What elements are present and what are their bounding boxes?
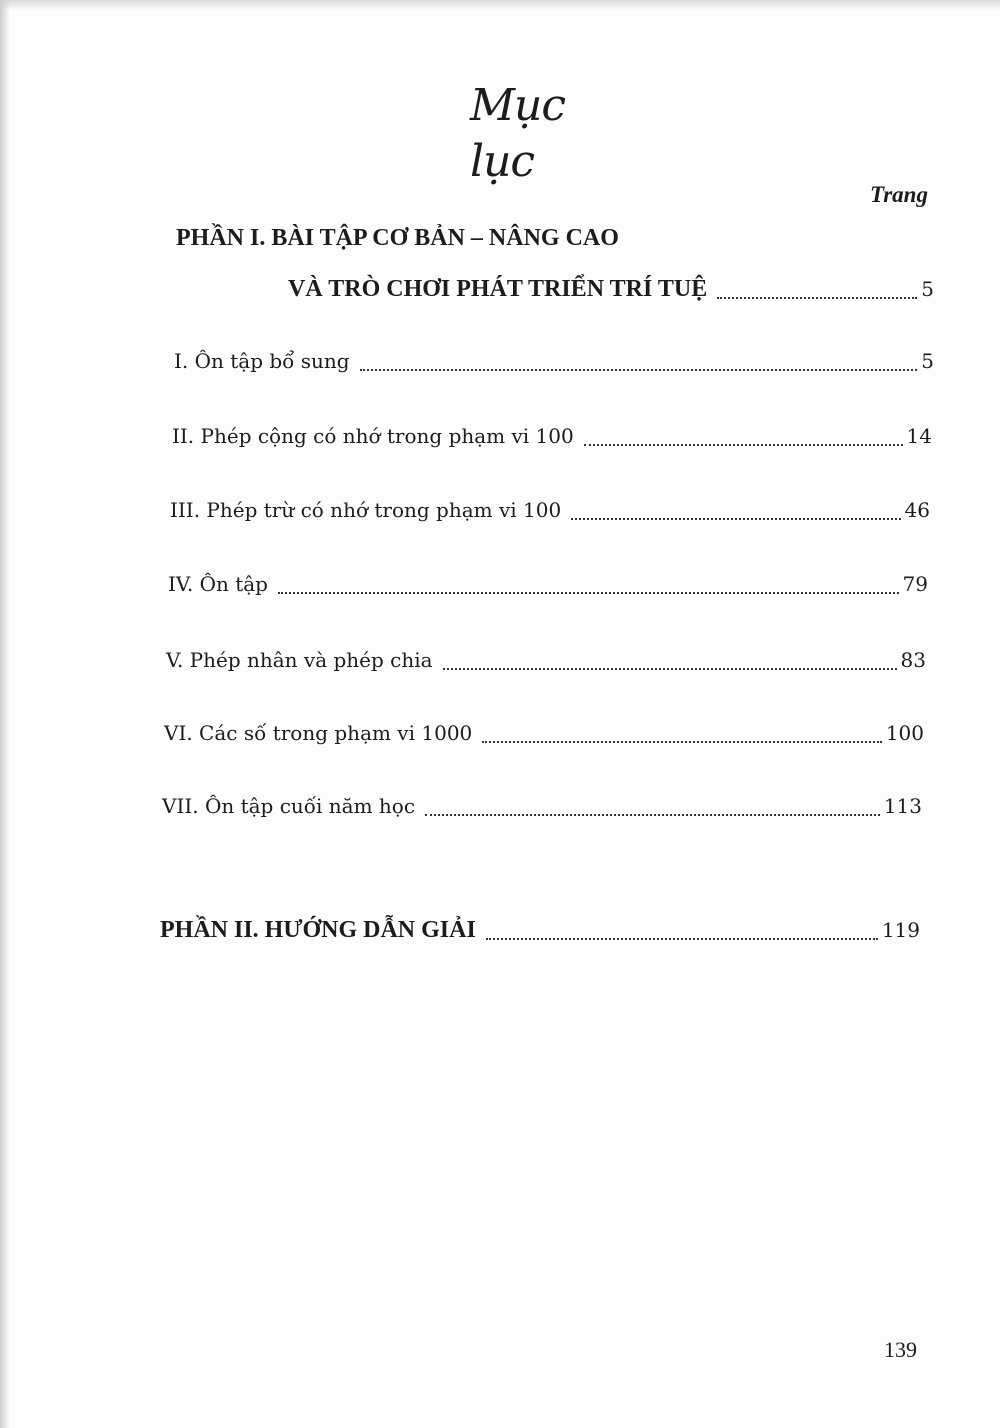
toc-page-number: 113 bbox=[883, 794, 922, 818]
toc-entry-label: II. Phép cộng có nhớ trong phạm vi 100 bbox=[172, 424, 574, 448]
toc-entry-label: V. Phép nhân và phép chia bbox=[166, 648, 433, 672]
dot-leader bbox=[717, 297, 917, 299]
toc-entry[interactable] bbox=[164, 718, 924, 748]
page-column-label: Trang bbox=[870, 182, 928, 207]
toc-page-number: 46 bbox=[904, 498, 930, 522]
part-1-subtitle: VÀ TRÒ CHƠI PHÁT TRIỂN TRÍ TUỆ bbox=[288, 276, 708, 302]
scan-edge-left bbox=[0, 0, 10, 1428]
toc-entry-part-1[interactable] bbox=[288, 274, 934, 304]
toc-page-number: 5 bbox=[921, 349, 934, 373]
toc-entry[interactable] bbox=[172, 421, 932, 451]
part-2-heading: PHẦN II. HƯỚNG DẪN GIẢI bbox=[160, 917, 476, 943]
dot-leader bbox=[584, 444, 903, 446]
dot-leader bbox=[425, 814, 880, 816]
toc-page-number: 14 bbox=[906, 424, 932, 448]
page-number: 139 bbox=[884, 1337, 917, 1362]
toc-entry-label: VI. Các số trong phạm vi 1000 bbox=[164, 721, 473, 745]
toc-title: Mục lục bbox=[470, 80, 566, 187]
scan-edge-top bbox=[0, 0, 1000, 10]
toc-entry-label: I. Ôn tập bổ sung bbox=[174, 349, 350, 373]
toc-page-number: 100 bbox=[885, 721, 924, 745]
dot-leader bbox=[482, 741, 882, 743]
toc-entry-part-2[interactable] bbox=[160, 915, 920, 945]
toc-entry-label: IV. Ôn tập bbox=[168, 572, 268, 596]
toc-entry-label: VII. Ôn tập cuối năm học bbox=[162, 794, 416, 818]
dot-leader bbox=[278, 592, 899, 594]
toc-entry[interactable] bbox=[170, 495, 930, 525]
dot-leader bbox=[443, 668, 897, 670]
toc-entry[interactable] bbox=[162, 791, 922, 821]
dot-leader bbox=[486, 938, 878, 940]
dot-leader bbox=[571, 518, 900, 520]
part-1-heading: PHẦN I. BÀI TẬP CƠ BẢN – NÂNG CAO bbox=[176, 225, 619, 251]
dot-leader bbox=[360, 369, 918, 371]
toc-page-number: 5 bbox=[921, 277, 934, 301]
toc-entry[interactable] bbox=[174, 346, 934, 376]
toc-entry[interactable] bbox=[166, 645, 926, 675]
toc-page-number: 119 bbox=[881, 918, 920, 942]
toc-entry-label: III. Phép trừ có nhớ trong phạm vi 100 bbox=[170, 498, 562, 522]
toc-page-number: 83 bbox=[900, 648, 926, 672]
toc-page-number: 79 bbox=[902, 572, 928, 596]
toc-entry[interactable] bbox=[168, 569, 928, 599]
